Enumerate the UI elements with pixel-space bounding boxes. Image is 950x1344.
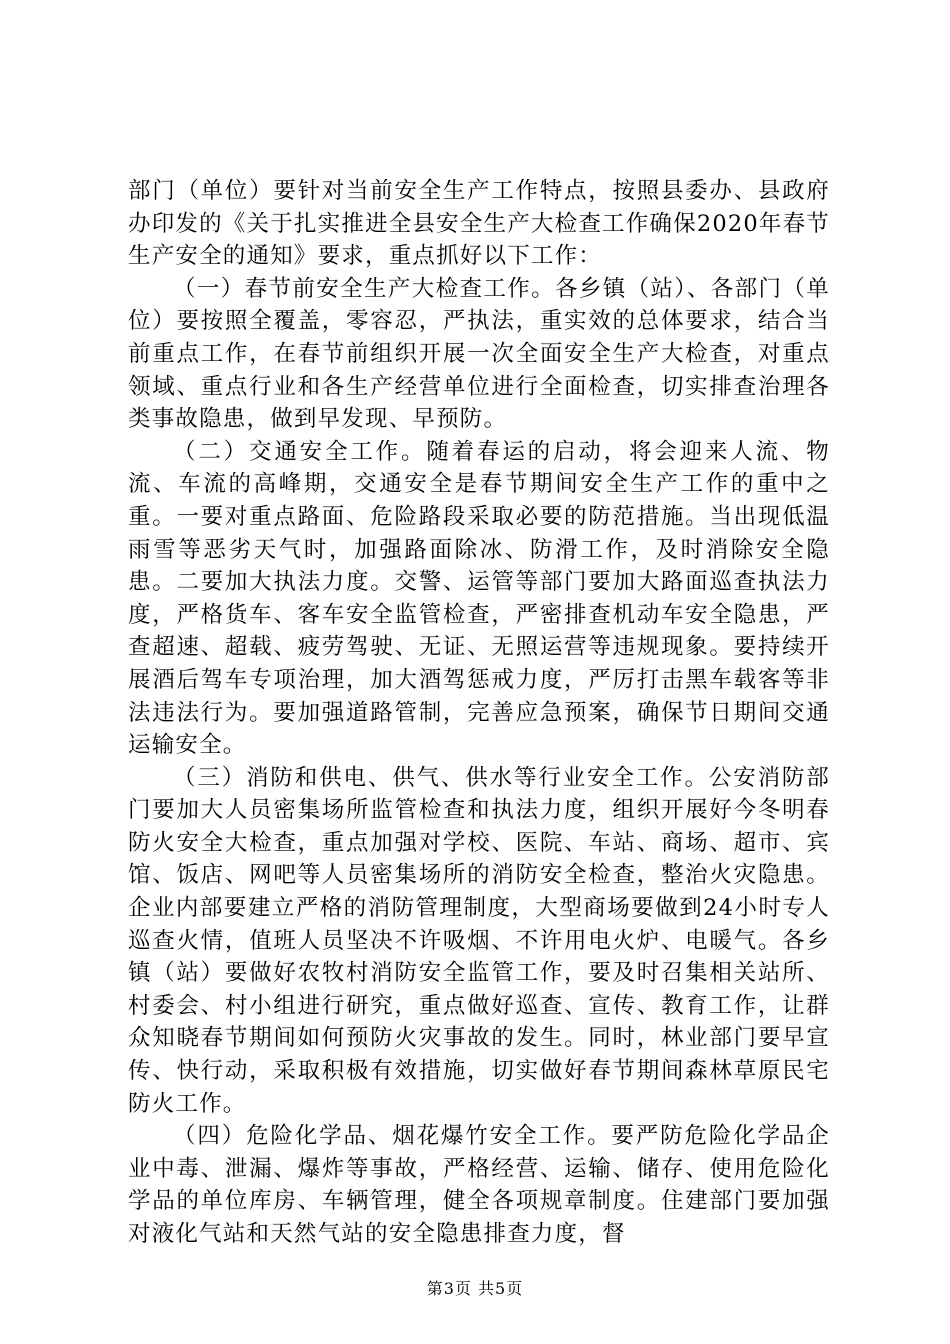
page-footer: 第3页 共5页 (426, 1279, 524, 1298)
document-body (128, 175, 830, 1251)
paragraph-pre-festival-inspection: （一）春节前安全生产大检查工作。各乡镇（站）、各部门（单位）要按照全覆盖，零容忍，严执法，重实效的总体要求，结合当前重点工作，在春节前组织开展一次全面安全生产大检查，对重点领域、重点行业和各生产经营单位进行全面检查，切实排查治理各类事故隐患，做到早发现、早预防。 (128, 275, 830, 433)
paragraph-traffic-safety: （二）交通安全工作。随着春运的启动，将会迎来人流、物流、车流的高峰期，交通安全是春节期间安全生产工作的重中之重。一要对重点路面、危险路段采取必要的防范措施。当出现低温雨雪等恶劣天气时，加强路面除冰、防滑工作，及时消除安全隐患。二要加大执法力度。交警、运管等部门要加大路面巡查执法力度，严格货车、客车安全监管检查，严密排查机动车安全隐患，严查超速、超载、疲劳驾驶、无证、无照运营等违规现象。要持续开展酒后驾车专项治理，加大酒驾惩戒力度，严厉打击黑车载客等非法违法行为。要加强道路管制，完善应急预案，确保节日期间交通运输安全。 (128, 438, 830, 759)
paragraph-fire-utility-safety: （三）消防和供电、供气、供水等行业安全工作。公安消防部门要加大人员密集场所监管检查和执法力度，组织开展好今冬明春防火安全大检查，重点加强对学校、医院、车站、商场、超市、宾馆、饭店、网吧等人员密集场所的消防安全检查，整治火灾隐患。企业内部要建立严格的消防管理制度，大型商场要做到24小时专人巡查火情，值班人员坚决不许吸烟、不许用电火炉、电暖气。各乡镇（站）要做好农牧村消防安全监管工作，要及时召集相关站所、村委会、村小组进行研究，重点做好巡查、宣传、教育工作，让群众知晓春节期间如何预防火灾事故的发生。同时，林业部门要早宣传、快行动，采取积极有效措施，切实做好春节期间森林草原民宅防火工作。 (128, 764, 830, 1117)
paragraph-hazardous-chemicals: （四）危险化学品、烟花爆竹安全工作。要严防危险化学品企业中毒、泄漏、爆炸等事故，严格经营、运输、储存、使用危险化学品的单位库房、车辆管理，健全各项规章制度。住建部门要加强对液化气站和天然气站的安全隐患排查力度，督 (128, 1123, 830, 1247)
paragraph-continuation: 部门（单位）要针对当前安全生产工作特点，按照县委办、县政府办印发的《关于扎实推进全县安全生产大检查工作确保2020年春节生产安全的通知》要求，重点抓好以下工作： (128, 178, 830, 270)
